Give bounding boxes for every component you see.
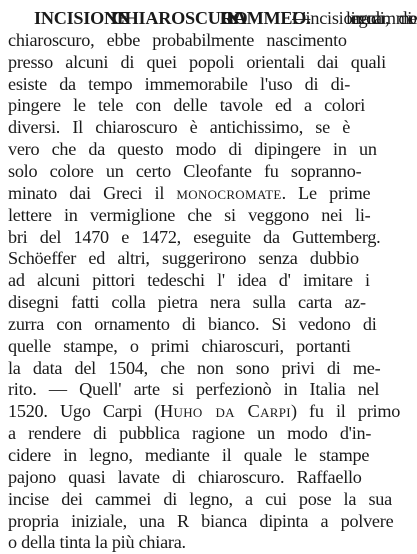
text-run: incise dei cammei di legno, a cui pose la sua [8,488,392,509]
text-line [8,290,366,314]
text-run: quelle stampe, o primi chiaroscuri, portanti [8,335,351,356]
text-run: pajono quasi lavate di chiaroscuro. Raffaello [8,466,362,487]
text-line [8,50,386,74]
text-line [8,399,400,423]
text-line [8,115,350,139]
small-caps-term: monocromate [176,182,282,203]
small-caps-term: Huho da Carpi [160,401,291,422]
text-run: vero che da questo modo di dipingere in un [8,139,377,160]
article-heading-line [34,6,412,30]
text-run: minato dai Greci il [8,182,177,203]
text-line [8,246,359,270]
text-run: 1520. Ugo Carpi ( [8,401,161,422]
text-line [8,203,370,227]
text-line [8,72,350,96]
text-line [8,530,186,554]
text-line [8,421,371,445]
text-run: — L'incisione in legno, di cammeo o di [310,8,412,28]
text-run: propria iniziale, una R bianca dipinta a polvere [8,510,394,531]
article-text [8,0,412,553]
text-line [8,509,393,533]
entry-title: INCISIONE IN CHIAROSCURO o [34,8,220,28]
text-line [8,93,365,117]
text-run: pingere le tele con delle tavole ed a colori [8,95,365,116]
text-run: zurra con ornamento di bianco. Si vedono di [8,313,377,334]
text-run: lettere in vermiglione che si veggono nei li- [8,204,371,225]
text-line [8,137,377,161]
text-run: cidere in legno, mediante il quale le stampe [8,445,370,465]
text-run: o della tinta la più chiara. [8,532,186,553]
text-run: diversi. Il chiaroscuro è antichissimo, se è [8,117,351,138]
text-line [8,181,370,205]
text-run: la data del 1504, che non sono privi di me- [8,357,381,378]
text-run: bri del 1470 e 1472, eseguite da Guttemberg. [8,226,381,247]
text-run: presso alcuni di quei popoli orientali dai quali [8,51,386,72]
text-run: disegni fatti colla pietra nera sulla carta az- [8,292,366,313]
text-line [8,443,369,467]
text-run: solo colore un certo Cleofante fu sopranno- [8,160,362,181]
text-line [8,28,347,52]
text-run: chiaroscuro, ebbe probabilmente nascimento [8,29,347,50]
text-line [8,268,370,292]
text-line [8,312,377,336]
text-run: . Le prime [281,182,371,203]
text-run: a rendere di pubblica ragione un modo d'in- [8,423,372,444]
text-line [8,487,392,511]
text-run: esiste da tempo immemorabile l'uso di di- [8,73,351,94]
text-run: rito. — Quell' arte si perfezionò in Italia nel [8,379,380,400]
text-line [8,377,379,401]
entry-title: IN CAMMEO. [219,8,311,28]
text-run: ) fu il primo [290,401,401,422]
text-line [8,356,380,380]
text-line [8,225,380,249]
text-line [8,334,351,358]
text-line [8,159,361,183]
text-run: Schöeffer ed altri, suggerirono senza dubbio [8,248,359,269]
text-line [8,465,362,489]
text-run: ad alcuni pittori tedeschi l' idea d' imitare i [8,270,370,291]
